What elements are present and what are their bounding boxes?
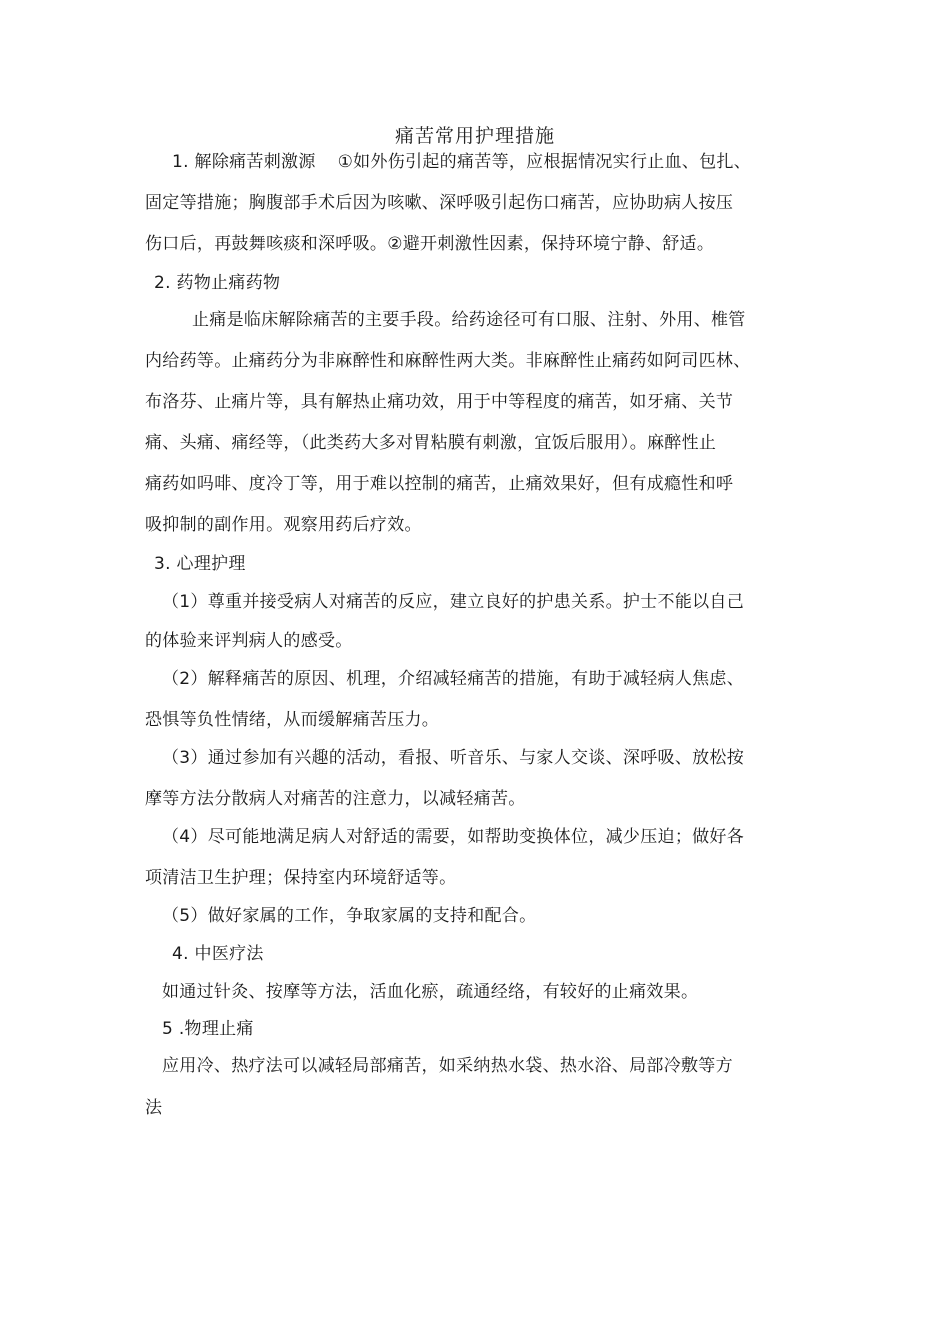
text-line-16: （3）通过参加有兴趣的活动，看报、听音乐、与家人交谈、深呼吸、放松按 [162,748,745,768]
text-line-14: （2）解释痛苦的原因、机理，介绍减轻痛苦的措施，有助于减轻病人焦虑、 [162,669,745,689]
text-line-13: 的体验来评判病人的感受。 [145,631,353,651]
text-line-22: 如通过针灸、按摩等方法，活血化瘀，疏通经络，有较好的止痛效果。 [162,982,699,1002]
text-line-5: 止痛是临床解除痛苦的主要手段。给药途径可有口服、注射、外用、椎管 [192,310,746,330]
text-line-9: 痛药如吗啡、度冷丁等，用于难以控制的痛苦，止痛效果好，但有成瘾性和呼 [145,474,734,494]
text-line-20: （5）做好家属的工作，争取家属的支持和配合。 [162,906,537,926]
text-line-1 [172,150,852,174]
section-heading-4: 4. 中医疗法 [172,944,264,964]
text-line-12: （1）尊重并接受病人对痛苦的反应，建立良好的护患关系。护士不能以自己 [162,592,745,612]
text-line-17: 摩等方法分散病人对痛苦的注意力，以减轻痛苦。 [145,789,526,809]
text-line-19: 项清洁卫生护理；保持室内环境舒适等。 [145,868,457,888]
section-heading-2: 2. 药物止痛药物 [154,273,281,293]
text-line-1-cont: ①如外伤引起的痛苦等，应根据情况实行止血、包扎、 [337,152,752,172]
section-heading-3: 3. 心理护理 [154,554,246,574]
text-line-3: 伤口后，再鼓舞咳痰和深呼吸。②避开刺激性因素，保持环境宁静、舒适。 [145,234,715,254]
text-line-25: 法 [145,1098,163,1118]
text-line-24: 应用冷、热疗法可以减轻局部痛苦，如采纳热水袋、热水浴、局部冷敷等方 [162,1056,733,1076]
page-title: 痛苦常用护理措施 [394,125,555,147]
text-line-7: 布洛芬、止痛片等，具有解热止痛功效，用于中等程度的痛苦，如牙痛、关节 [145,392,734,412]
section-heading-1: 1. 解除痛苦刺激源 [172,152,316,172]
text-line-15: 恐惧等负性情绪，从而缓解痛苦压力。 [145,710,440,730]
section-heading-5: 5 .物理止痛 [162,1019,254,1039]
text-line-6: 内给药等。止痛药分为非麻醉性和麻醉性两大类。非麻醉性止痛药如阿司匹林、 [145,351,751,371]
text-line-10: 吸抑制的副作用。观察用药后疗效。 [145,515,422,535]
text-line-8: 痛、头痛、痛经等，（此类药大多对胃粘膜有刺激，宜饭后服用）。麻醉性止 [145,433,717,453]
text-line-18: （4）尽可能地满足病人对舒适的需要，如帮助变换体位，减少压迫；做好各 [162,827,745,847]
text-line-2: 固定等措施；胸腹部手术后因为咳嗽、深呼吸引起伤口痛苦，应协助病人按压 [145,193,734,213]
